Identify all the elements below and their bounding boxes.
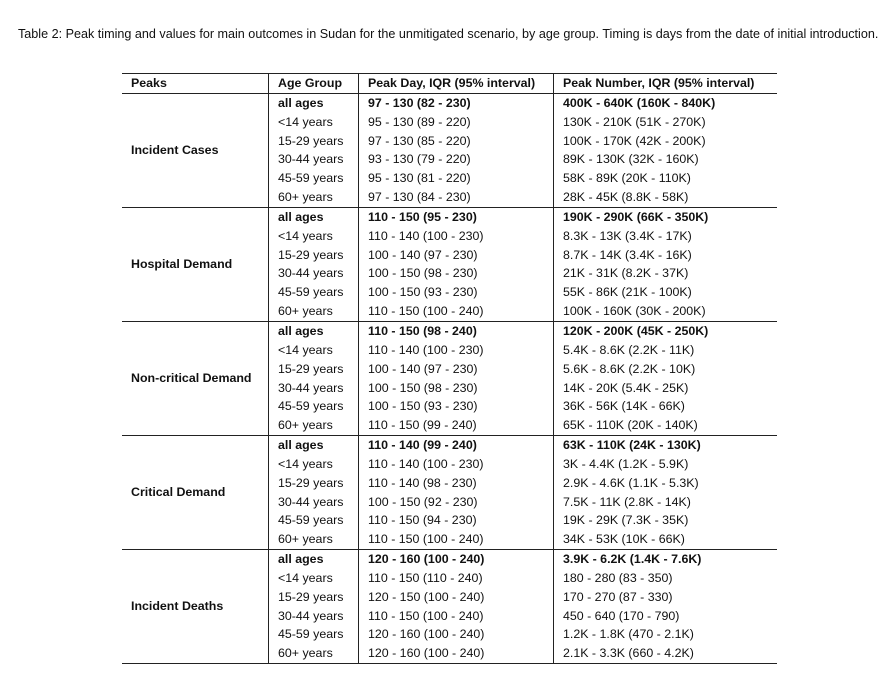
peak-day-cell: 110 - 150 (94 - 230) (359, 511, 554, 530)
peak-number-cell: 7.5K - 11K (2.8K - 14K) (554, 493, 778, 512)
peak-day-cell: 120 - 150 (100 - 240) (359, 588, 554, 607)
peak-number-cell: 120K - 200K (45K - 250K) (554, 321, 778, 340)
peak-label: Non-critical Demand (122, 321, 269, 435)
peak-number-cell: 55K - 86K (21K - 100K) (554, 283, 778, 302)
peak-number-cell: 36K - 56K (14K - 66K) (554, 397, 778, 416)
peak-day-cell: 110 - 140 (99 - 240) (359, 436, 554, 455)
table-body (122, 93, 777, 663)
age-group-cell: 45-59 years (269, 169, 359, 188)
age-group-cell: <14 years (269, 341, 359, 360)
age-group-cell: 30-44 years (269, 607, 359, 626)
peak-day-cell: 100 - 140 (97 - 230) (359, 246, 554, 265)
peak-number-cell: 170 - 270 (87 - 330) (554, 588, 778, 607)
peak-label: Incident Cases (122, 93, 269, 207)
peak-day-cell: 120 - 160 (100 - 240) (359, 550, 554, 569)
peak-number-cell: 130K - 210K (51K - 270K) (554, 113, 778, 132)
peak-day-cell: 100 - 150 (92 - 230) (359, 493, 554, 512)
peak-day-cell: 100 - 140 (97 - 230) (359, 360, 554, 379)
table-caption: Table 2: Peak timing and values for main outcomes in Sudan for the unmitigated scenario, by age group. Timing is days from the date of initial introduction. (18, 27, 879, 41)
peak-number-cell: 190K - 290K (66K - 350K) (554, 207, 778, 226)
table-row (122, 207, 777, 226)
age-group-cell: <14 years (269, 113, 359, 132)
peak-label: Incident Deaths (122, 550, 269, 664)
peak-day-cell: 100 - 150 (93 - 230) (359, 283, 554, 302)
age-group-cell: 60+ years (269, 644, 359, 663)
peak-number-cell: 3.9K - 6.2K (1.4K - 7.6K) (554, 550, 778, 569)
age-group-cell: 60+ years (269, 416, 359, 435)
peak-number-cell: 100K - 170K (42K - 200K) (554, 132, 778, 151)
age-group-cell: 60+ years (269, 302, 359, 321)
peak-number-cell: 89K - 130K (32K - 160K) (554, 150, 778, 169)
peak-day-cell: 110 - 150 (99 - 240) (359, 416, 554, 435)
age-group-cell: 15-29 years (269, 246, 359, 265)
age-group-cell: 30-44 years (269, 150, 359, 169)
peak-number-cell: 1.2K - 1.8K (470 - 2.1K) (554, 625, 778, 644)
peak-day-cell: 93 - 130 (79 - 220) (359, 150, 554, 169)
header-peak-day: Peak Day, IQR (95% interval) (359, 74, 554, 94)
peak-number-cell: 450 - 640 (170 - 790) (554, 607, 778, 626)
peak-number-cell: 28K - 45K (8.8K - 58K) (554, 188, 778, 207)
peak-number-cell: 3K - 4.4K (1.2K - 5.9K) (554, 455, 778, 474)
peak-day-cell: 110 - 150 (98 - 240) (359, 321, 554, 340)
peak-day-cell: 110 - 150 (110 - 240) (359, 569, 554, 588)
peak-number-cell: 2.1K - 3.3K (660 - 4.2K) (554, 644, 778, 663)
peak-number-cell: 19K - 29K (7.3K - 35K) (554, 511, 778, 530)
table-row (122, 550, 777, 569)
peak-day-cell: 120 - 160 (100 - 240) (359, 625, 554, 644)
peak-number-cell: 21K - 31K (8.2K - 37K) (554, 264, 778, 283)
age-group-cell: 15-29 years (269, 360, 359, 379)
age-group-cell: <14 years (269, 569, 359, 588)
peak-number-cell: 5.6K - 8.6K (2.2K - 10K) (554, 360, 778, 379)
peak-day-cell: 97 - 130 (85 - 220) (359, 132, 554, 151)
age-group-cell: 45-59 years (269, 511, 359, 530)
peak-day-cell: 95 - 130 (89 - 220) (359, 113, 554, 132)
peak-number-cell: 400K - 640K (160K - 840K) (554, 93, 778, 112)
peak-number-cell: 34K - 53K (10K - 66K) (554, 530, 778, 549)
peak-label: Hospital Demand (122, 207, 269, 321)
peak-day-cell: 110 - 140 (100 - 230) (359, 227, 554, 246)
age-group-cell: all ages (269, 93, 359, 112)
age-group-cell: 30-44 years (269, 379, 359, 398)
table-row (122, 321, 777, 340)
peak-number-cell: 8.3K - 13K (3.4K - 17K) (554, 227, 778, 246)
peak-day-cell: 97 - 130 (84 - 230) (359, 188, 554, 207)
peak-day-cell: 120 - 160 (100 - 240) (359, 644, 554, 663)
age-group-cell: 15-29 years (269, 474, 359, 493)
age-group-cell: 60+ years (269, 530, 359, 549)
age-group-cell: all ages (269, 207, 359, 226)
peak-number-cell: 8.7K - 14K (3.4K - 16K) (554, 246, 778, 265)
peak-number-cell: 5.4K - 8.6K (2.2K - 11K) (554, 341, 778, 360)
age-group-cell: all ages (269, 436, 359, 455)
header-row (122, 74, 777, 94)
header-age-group: Age Group (269, 74, 359, 94)
age-group-cell: all ages (269, 550, 359, 569)
age-group-cell: 45-59 years (269, 397, 359, 416)
age-group-cell: <14 years (269, 455, 359, 474)
peak-number-cell: 58K - 89K (20K - 110K) (554, 169, 778, 188)
peak-label: Critical Demand (122, 436, 269, 550)
peak-day-cell: 100 - 150 (98 - 230) (359, 379, 554, 398)
peak-day-cell: 100 - 150 (98 - 230) (359, 264, 554, 283)
peak-day-cell: 110 - 150 (100 - 240) (359, 530, 554, 549)
peak-number-cell: 100K - 160K (30K - 200K) (554, 302, 778, 321)
peaks-table (122, 73, 777, 664)
peak-day-cell: 110 - 150 (100 - 240) (359, 607, 554, 626)
header-peak-number: Peak Number, IQR (95% interval) (554, 74, 778, 94)
age-group-cell: 30-44 years (269, 493, 359, 512)
age-group-cell: 45-59 years (269, 625, 359, 644)
peak-day-cell: 100 - 150 (93 - 230) (359, 397, 554, 416)
age-group-cell: <14 years (269, 227, 359, 246)
peak-day-cell: 110 - 140 (98 - 230) (359, 474, 554, 493)
age-group-cell: 45-59 years (269, 283, 359, 302)
peak-day-cell: 110 - 150 (95 - 230) (359, 207, 554, 226)
peak-day-cell: 110 - 140 (100 - 230) (359, 341, 554, 360)
peak-number-cell: 65K - 110K (20K - 140K) (554, 416, 778, 435)
table-row (122, 436, 777, 455)
age-group-cell: 15-29 years (269, 132, 359, 151)
peak-number-cell: 63K - 110K (24K - 130K) (554, 436, 778, 455)
age-group-cell: 15-29 years (269, 588, 359, 607)
peak-day-cell: 95 - 130 (81 - 220) (359, 169, 554, 188)
peak-day-cell: 110 - 150 (100 - 240) (359, 302, 554, 321)
peak-number-cell: 14K - 20K (5.4K - 25K) (554, 379, 778, 398)
peak-day-cell: 97 - 130 (82 - 230) (359, 93, 554, 112)
age-group-cell: 60+ years (269, 188, 359, 207)
peak-day-cell: 110 - 140 (100 - 230) (359, 455, 554, 474)
table-row (122, 93, 777, 112)
peak-number-cell: 180 - 280 (83 - 350) (554, 569, 778, 588)
age-group-cell: all ages (269, 321, 359, 340)
peak-number-cell: 2.9K - 4.6K (1.1K - 5.3K) (554, 474, 778, 493)
age-group-cell: 30-44 years (269, 264, 359, 283)
header-peaks: Peaks (122, 74, 269, 94)
